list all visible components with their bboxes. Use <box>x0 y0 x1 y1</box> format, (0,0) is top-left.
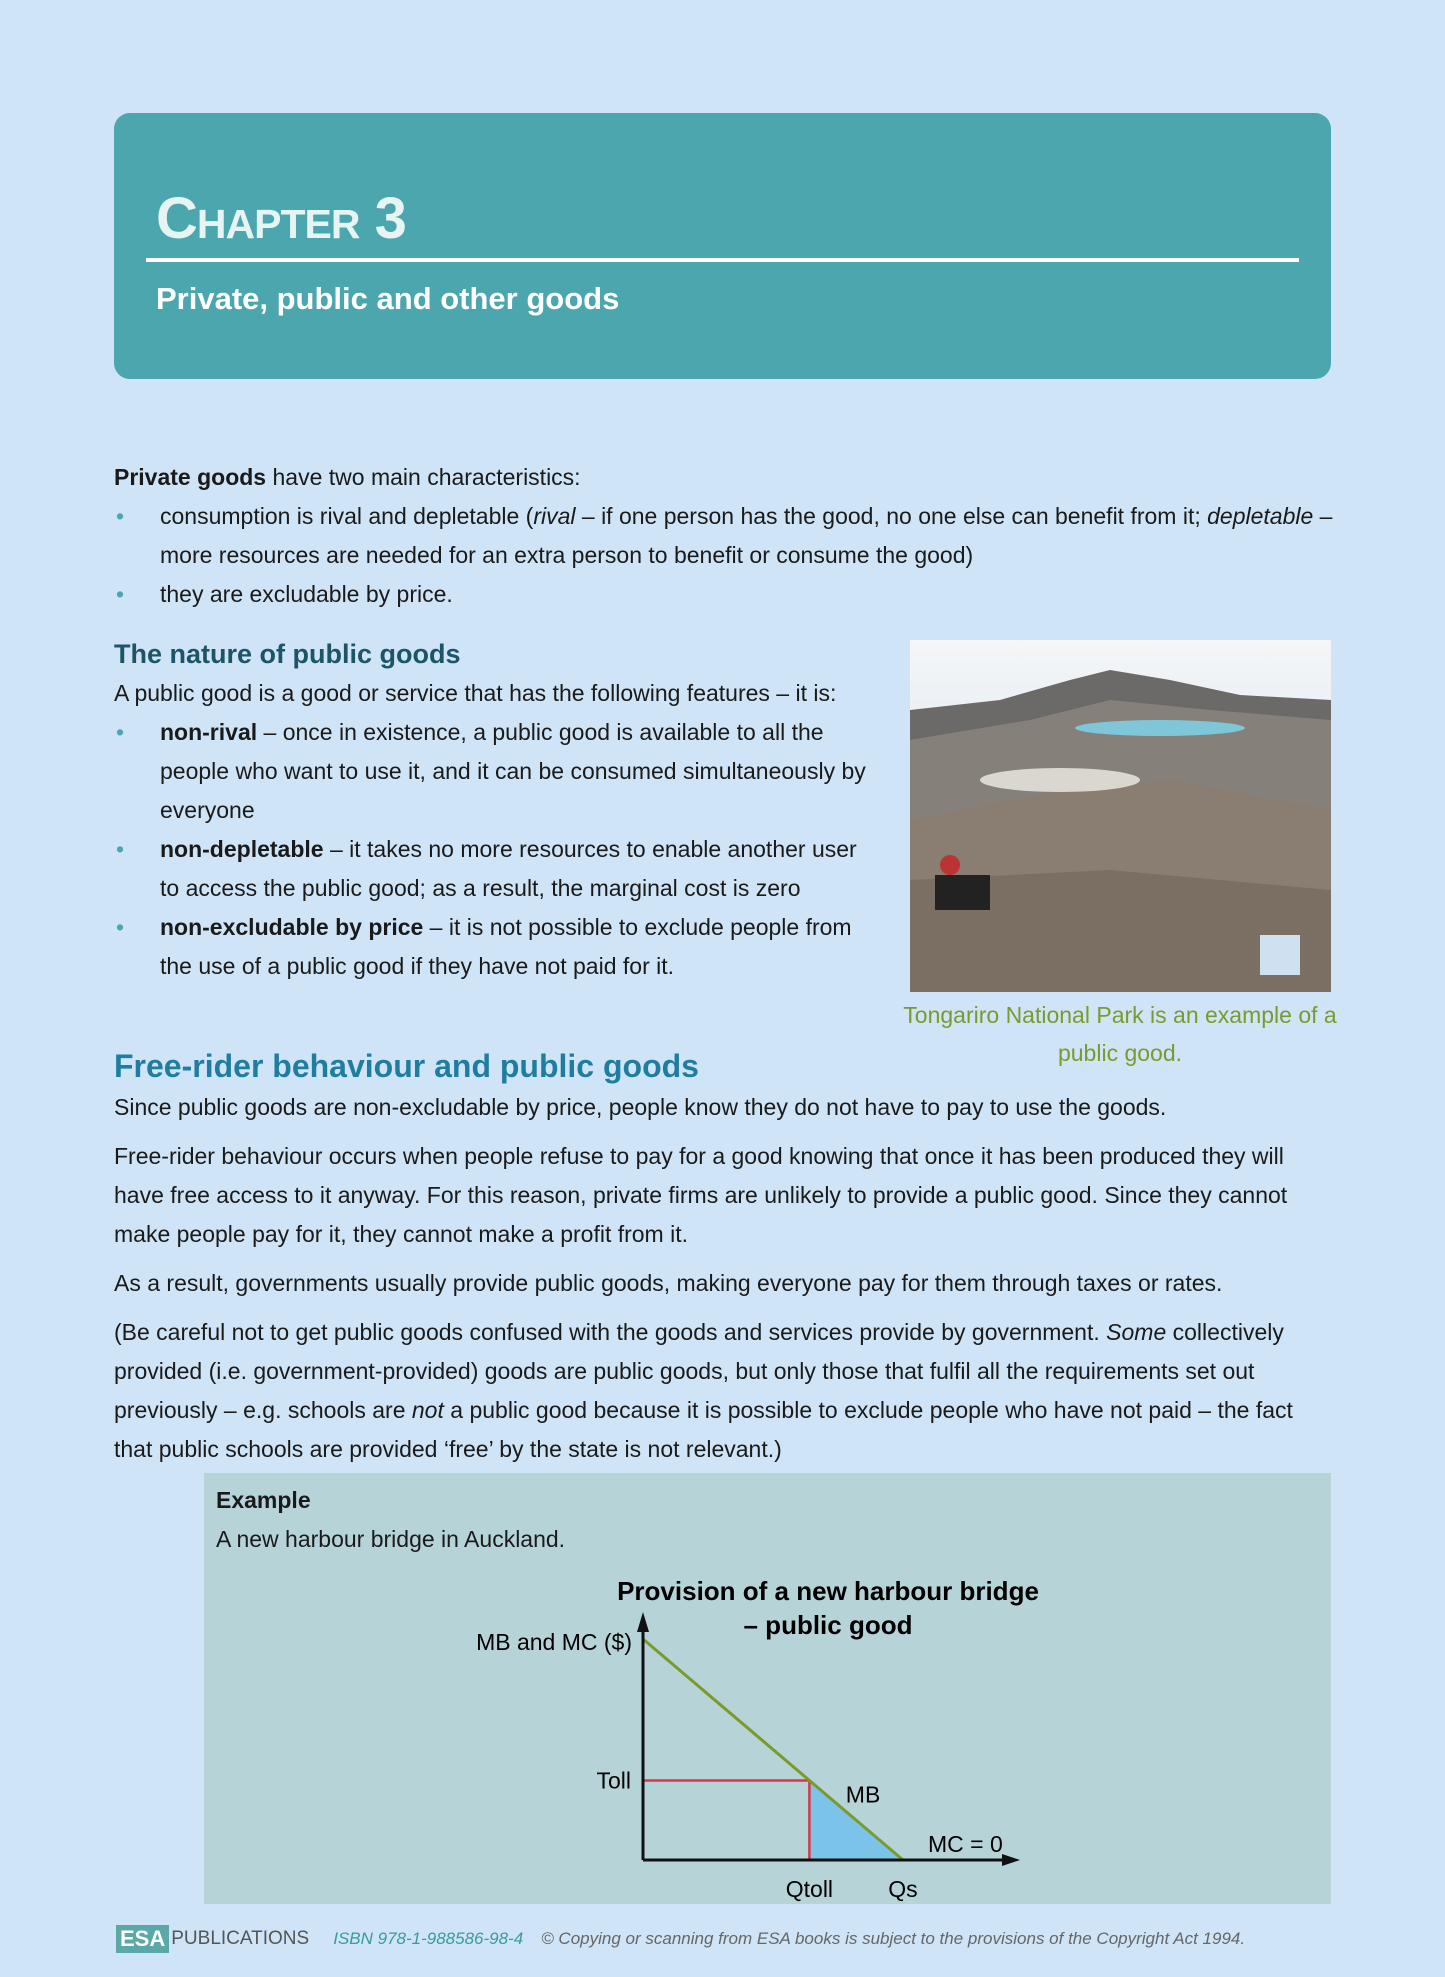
section-heading: The nature of public goods <box>114 639 461 669</box>
list-item: • they are excludable by price. <box>114 575 1334 614</box>
list-item: • non-depletable – it takes no more resources to enable another user to access the public good; as a result, the marginal cost is zero <box>114 830 874 908</box>
chart-title: Provision of a new harbour bridge <box>617 1576 1039 1606</box>
paragraph: Free-rider behaviour occurs when people refuse to pay for a good knowing that once it has been produced they will have free access to it anyway. For this reason, private firms are unlikely to provide a public good. Since they cannot make people pay for it, they cannot make a profit from it. <box>114 1143 1288 1247</box>
qs-label: Qs <box>888 1876 918 1902</box>
mc-label: MC = 0 <box>928 1831 1003 1857</box>
x-axis-arrow <box>1002 1854 1020 1866</box>
list-item: • non-excludable by price – it is not possible to exclude people from the use of a public good if they have not paid for it. <box>114 908 874 986</box>
photo-caption: Tongariro National Park is an example of a public good. <box>903 1002 1337 1066</box>
chapter-title: Private, public and other goods <box>156 281 620 316</box>
example-label: Example <box>216 1487 311 1513</box>
copyright: © Copying or scanning from ESA books is subject to the provisions of the Copyright Act 1994. <box>541 1929 1246 1948</box>
paragraph: (Be careful not to get public goods confused with the goods and services provide by government. Some collectively provided (i.e. government-provided) goods are public goods, but only those that fulfil all the requirements set out previously – e.g. schools are not a public good because it is possible to exclude people who have not paid – the fact that public schools are provided ‘free’ by the state is not relevant.) <box>114 1319 1293 1462</box>
mb-line <box>643 1639 903 1860</box>
y-axis-arrow <box>637 1612 649 1632</box>
qtoll-label: Qtoll <box>785 1876 834 1902</box>
chart-subtitle: – public good <box>743 1610 913 1640</box>
y-axis-label: MB and MC ($) <box>476 1629 632 1655</box>
esa-logo: ESA <box>116 1925 169 1953</box>
footer <box>116 1925 1245 1953</box>
isbn: ISBN 978-1-988586-98-4 <box>333 1929 524 1948</box>
list-item: • non-rival – once in existence, a public good is available to all the people who want to use it, and it can be consumed simultaneously by everyone <box>114 713 874 830</box>
example-text: A new harbour bridge in Auckland. <box>216 1526 566 1552</box>
paragraph: As a result, governments usually provide public goods, making everyone pay for them through taxes or rates. <box>114 1270 1223 1296</box>
publisher: PUBLICATIONS <box>171 1928 310 1949</box>
list-item: • consumption is rival and depletable (rival – if one person has the good, no one else can benefit from it; depletable – more resources are needed for an extra person to benefit or consume the good) <box>114 497 1334 575</box>
mb-label: MB <box>845 1781 881 1808</box>
chapter-number: Chapter 3 <box>156 186 406 251</box>
section-lead: A public good is a good or service that has the following features – it is: <box>114 680 837 706</box>
paragraph: Since public goods are non-excludable by price, people know they do not have to pay to use the goods. <box>114 1094 1167 1120</box>
toll-label: Toll <box>596 1767 631 1794</box>
section-heading: Free-rider behaviour and public goods <box>114 1048 699 1084</box>
lead-text: have two main characteristics: <box>266 464 581 490</box>
lead-bold: Private goods <box>114 464 267 490</box>
